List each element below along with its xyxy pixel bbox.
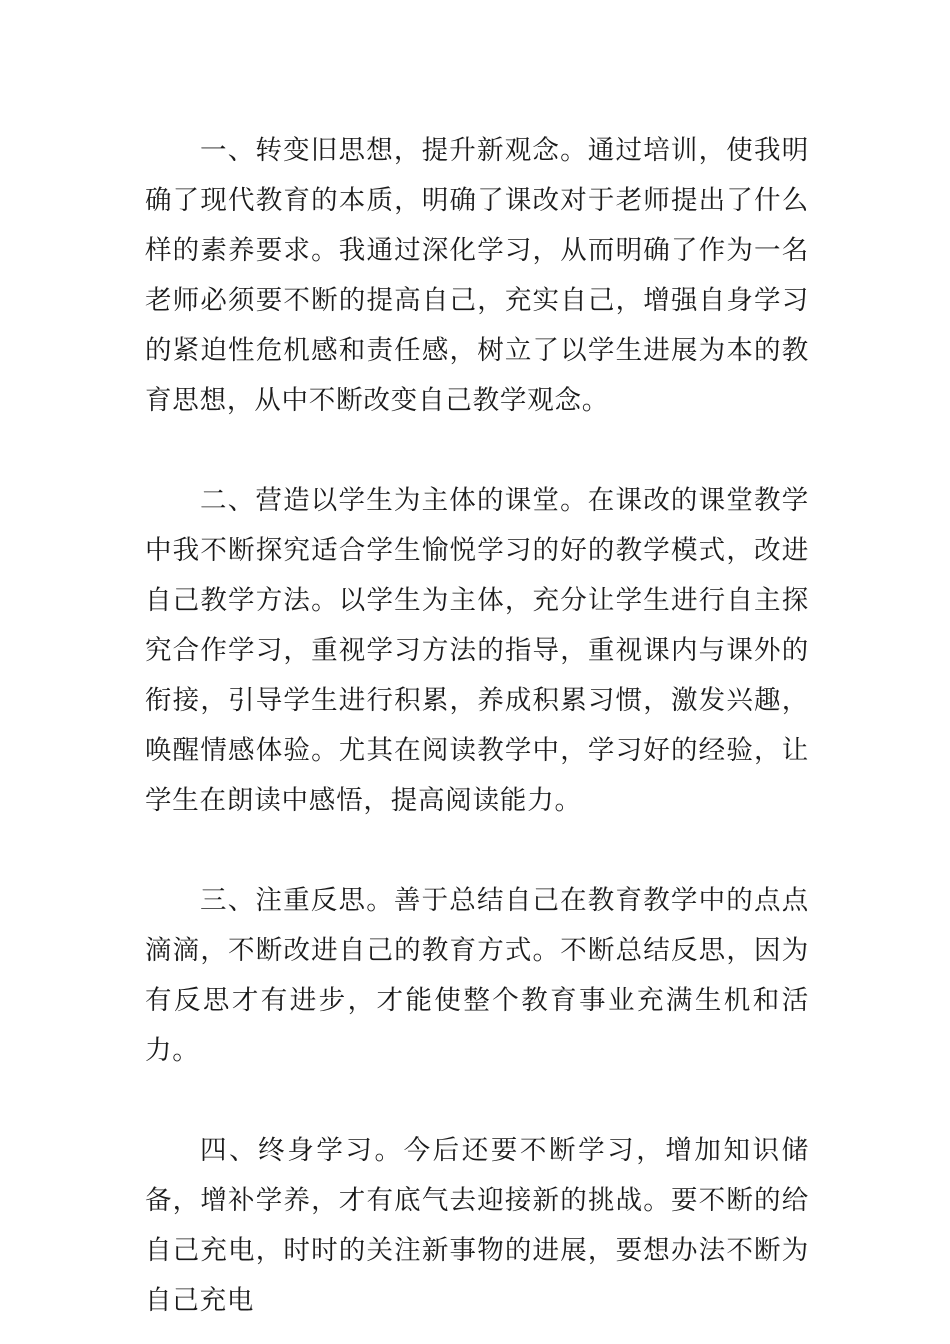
document-page: [145, 126, 809, 1326]
paragraph-3: 三、注重反思。善于总结自己在教育教学中的点点滴滴，不断改进自己的教育方式。不断总结反思，因为有反思才有进步，才能使整个教育事业充满生机和活力。: [145, 885, 809, 1066]
paragraph-1: 一、转变旧思想，提升新观念。通过培训，使我明确了现代教育的本质，明确了课改对于老师提出了什么样的素养要求。我通过深化学习，从而明确了作为一名老师必须要不断的提高自己，充实自己，增强自身学习的紧迫性危机感和责任感，树立了以学生进展为本的教育思想，从中不断改变自己教学观念。: [145, 135, 809, 416]
paragraph-4: 四、终身学习。今后还要不断学习，增加知识储备，增补学养，才有底气去迎接新的挑战。要不断的给自己充电，时时的关注新事物的进展，要想办法不断为自己充电: [145, 1135, 809, 1316]
paragraph-2: 二、营造以学生为主体的课堂。在课改的课堂教学中我不断探究适合学生愉悦学习的好的教学模式，改进自己教学方法。以学生为主体，充分让学生进行自主探究合作学习，重视学习方法的指导，重视课内与课外的衔接，引导学生进行积累，养成积累习惯，激发兴趣，唤醒情感体验。尤其在阅读教学中，学习好的经验，让学生在朗读中感悟，提高阅读能力。: [145, 485, 809, 816]
